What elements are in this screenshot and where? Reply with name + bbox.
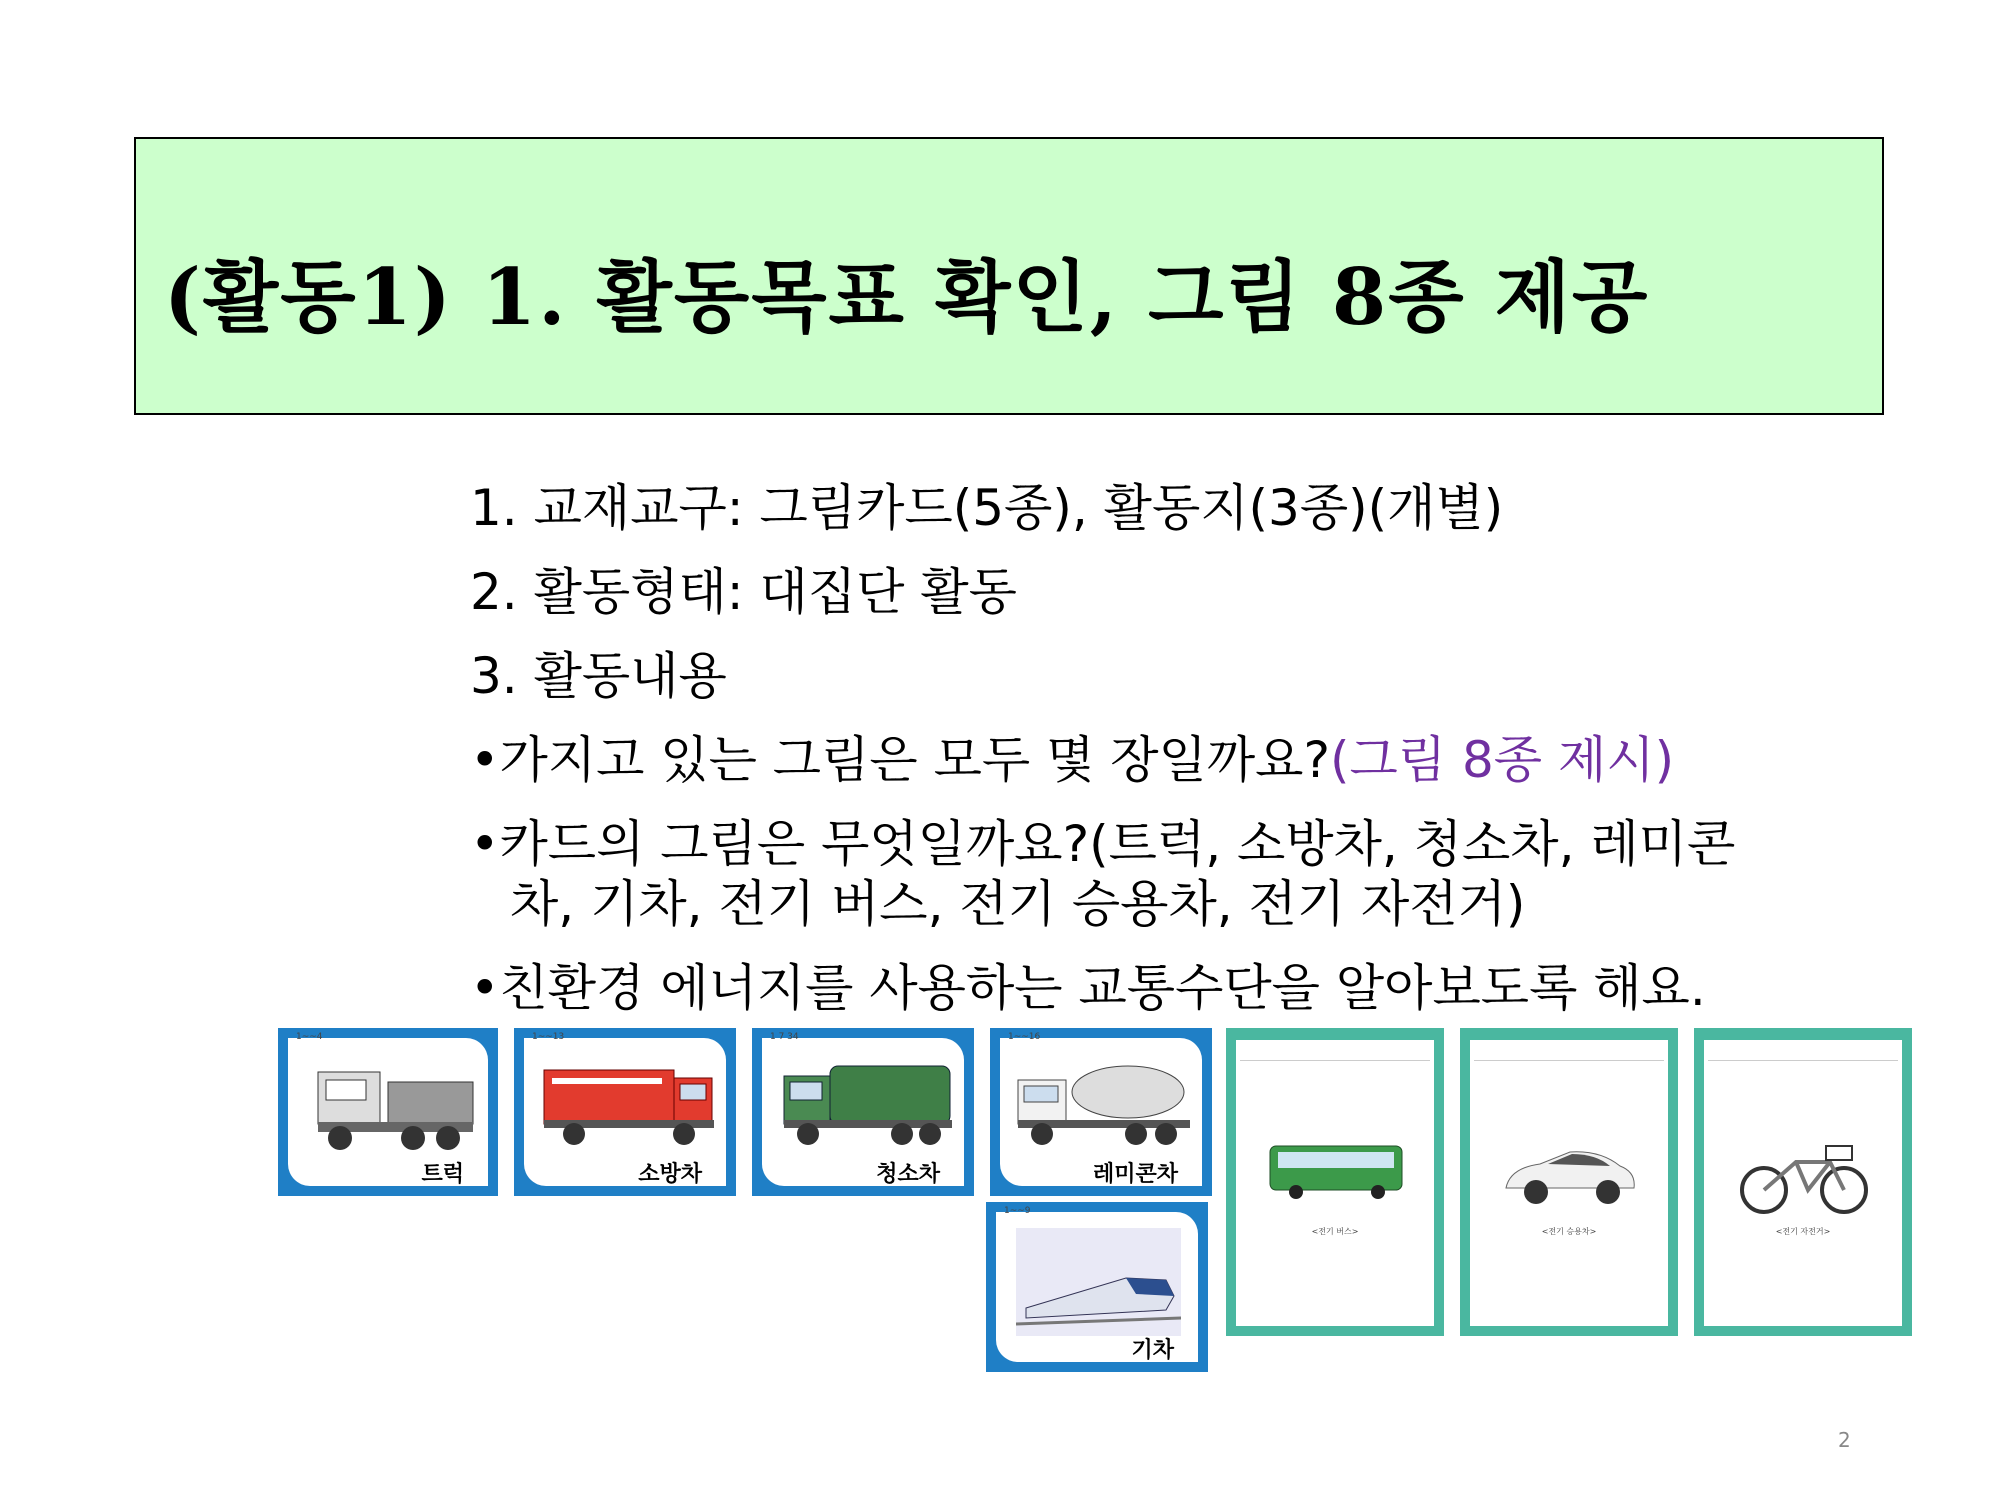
sheet-electric-car — [1460, 1028, 1678, 1336]
page-number: 2 — [1838, 1428, 1851, 1452]
train-image — [1016, 1228, 1181, 1336]
card-label: 청소차 — [876, 1162, 940, 1187]
bullet-card-line2: 차, 기차, 전기 버스, 전기 승용차, 전기 자전거) — [510, 875, 1526, 933]
sheet-header — [1708, 1042, 1898, 1061]
electric-bicycle-image — [1734, 1134, 1874, 1216]
card-label: 소방차 — [638, 1162, 702, 1187]
card-label: 트럭 — [421, 1162, 464, 1187]
truck-image — [298, 1052, 478, 1162]
card-garbage-truck — [752, 1028, 974, 1196]
card-truck — [278, 1028, 498, 1196]
sheet-header — [1474, 1042, 1664, 1061]
card-label: 레미콘차 — [1092, 1162, 1178, 1187]
fire-truck-image — [534, 1054, 719, 1154]
item-activity-type: 2. 활동형태: 대집단 활동 — [470, 563, 1017, 621]
bullet-count-text: •가지고 있는 그림은 모두 몇 장일까요? — [470, 731, 1330, 789]
garbage-truck-image — [772, 1054, 957, 1154]
bullet-card-line1: •카드의 그림은 무엇일까요?(트럭, 소방차, 청소차, 레미콘 — [470, 815, 1736, 873]
card-number: 1~~13 — [532, 1032, 565, 1042]
sheet-caption: <전기 버스> — [1311, 1227, 1359, 1236]
sheet-electric-bus — [1226, 1028, 1444, 1336]
cement-mixer-image — [1008, 1054, 1196, 1154]
card-number: 1~~9 — [1004, 1206, 1031, 1216]
card-number: 1~~16 — [1008, 1032, 1041, 1042]
item-activity-content: 3. 활동내용 — [470, 647, 727, 705]
card-label: 기차 — [1131, 1338, 1174, 1363]
electric-bus-image — [1266, 1140, 1406, 1202]
slide-title: (활동1) 1. 활동목표 확인, 그림 8종 제공 — [164, 252, 1650, 343]
card-number: 1~~4 — [296, 1032, 323, 1042]
title-box — [134, 137, 1884, 415]
bullet-count-question — [470, 730, 1910, 790]
sheet-caption: <전기 자전거> — [1775, 1227, 1831, 1236]
card-number: 1 7 34 — [770, 1032, 799, 1042]
sheet-caption: <전기 승용차> — [1541, 1227, 1597, 1236]
bullet-eco-transport: •친환경 에너지를 사용하는 교통수단을 알아보도록 해요. — [470, 959, 1706, 1017]
sheet-header — [1240, 1042, 1430, 1061]
card-fire-truck — [514, 1028, 736, 1196]
card-train — [986, 1202, 1208, 1372]
content-list — [470, 478, 1910, 1042]
sheet-electric-bicycle — [1694, 1028, 1912, 1336]
card-cement-mixer — [990, 1028, 1212, 1196]
bullet-count-highlight: (그림 8종 제시) — [1330, 731, 1675, 789]
electric-car-image — [1500, 1138, 1640, 1212]
bullet-card-question — [470, 814, 1910, 934]
item-materials: 1. 교재교구: 그림카드(5종), 활동지(3종)(개별) — [470, 479, 1504, 537]
